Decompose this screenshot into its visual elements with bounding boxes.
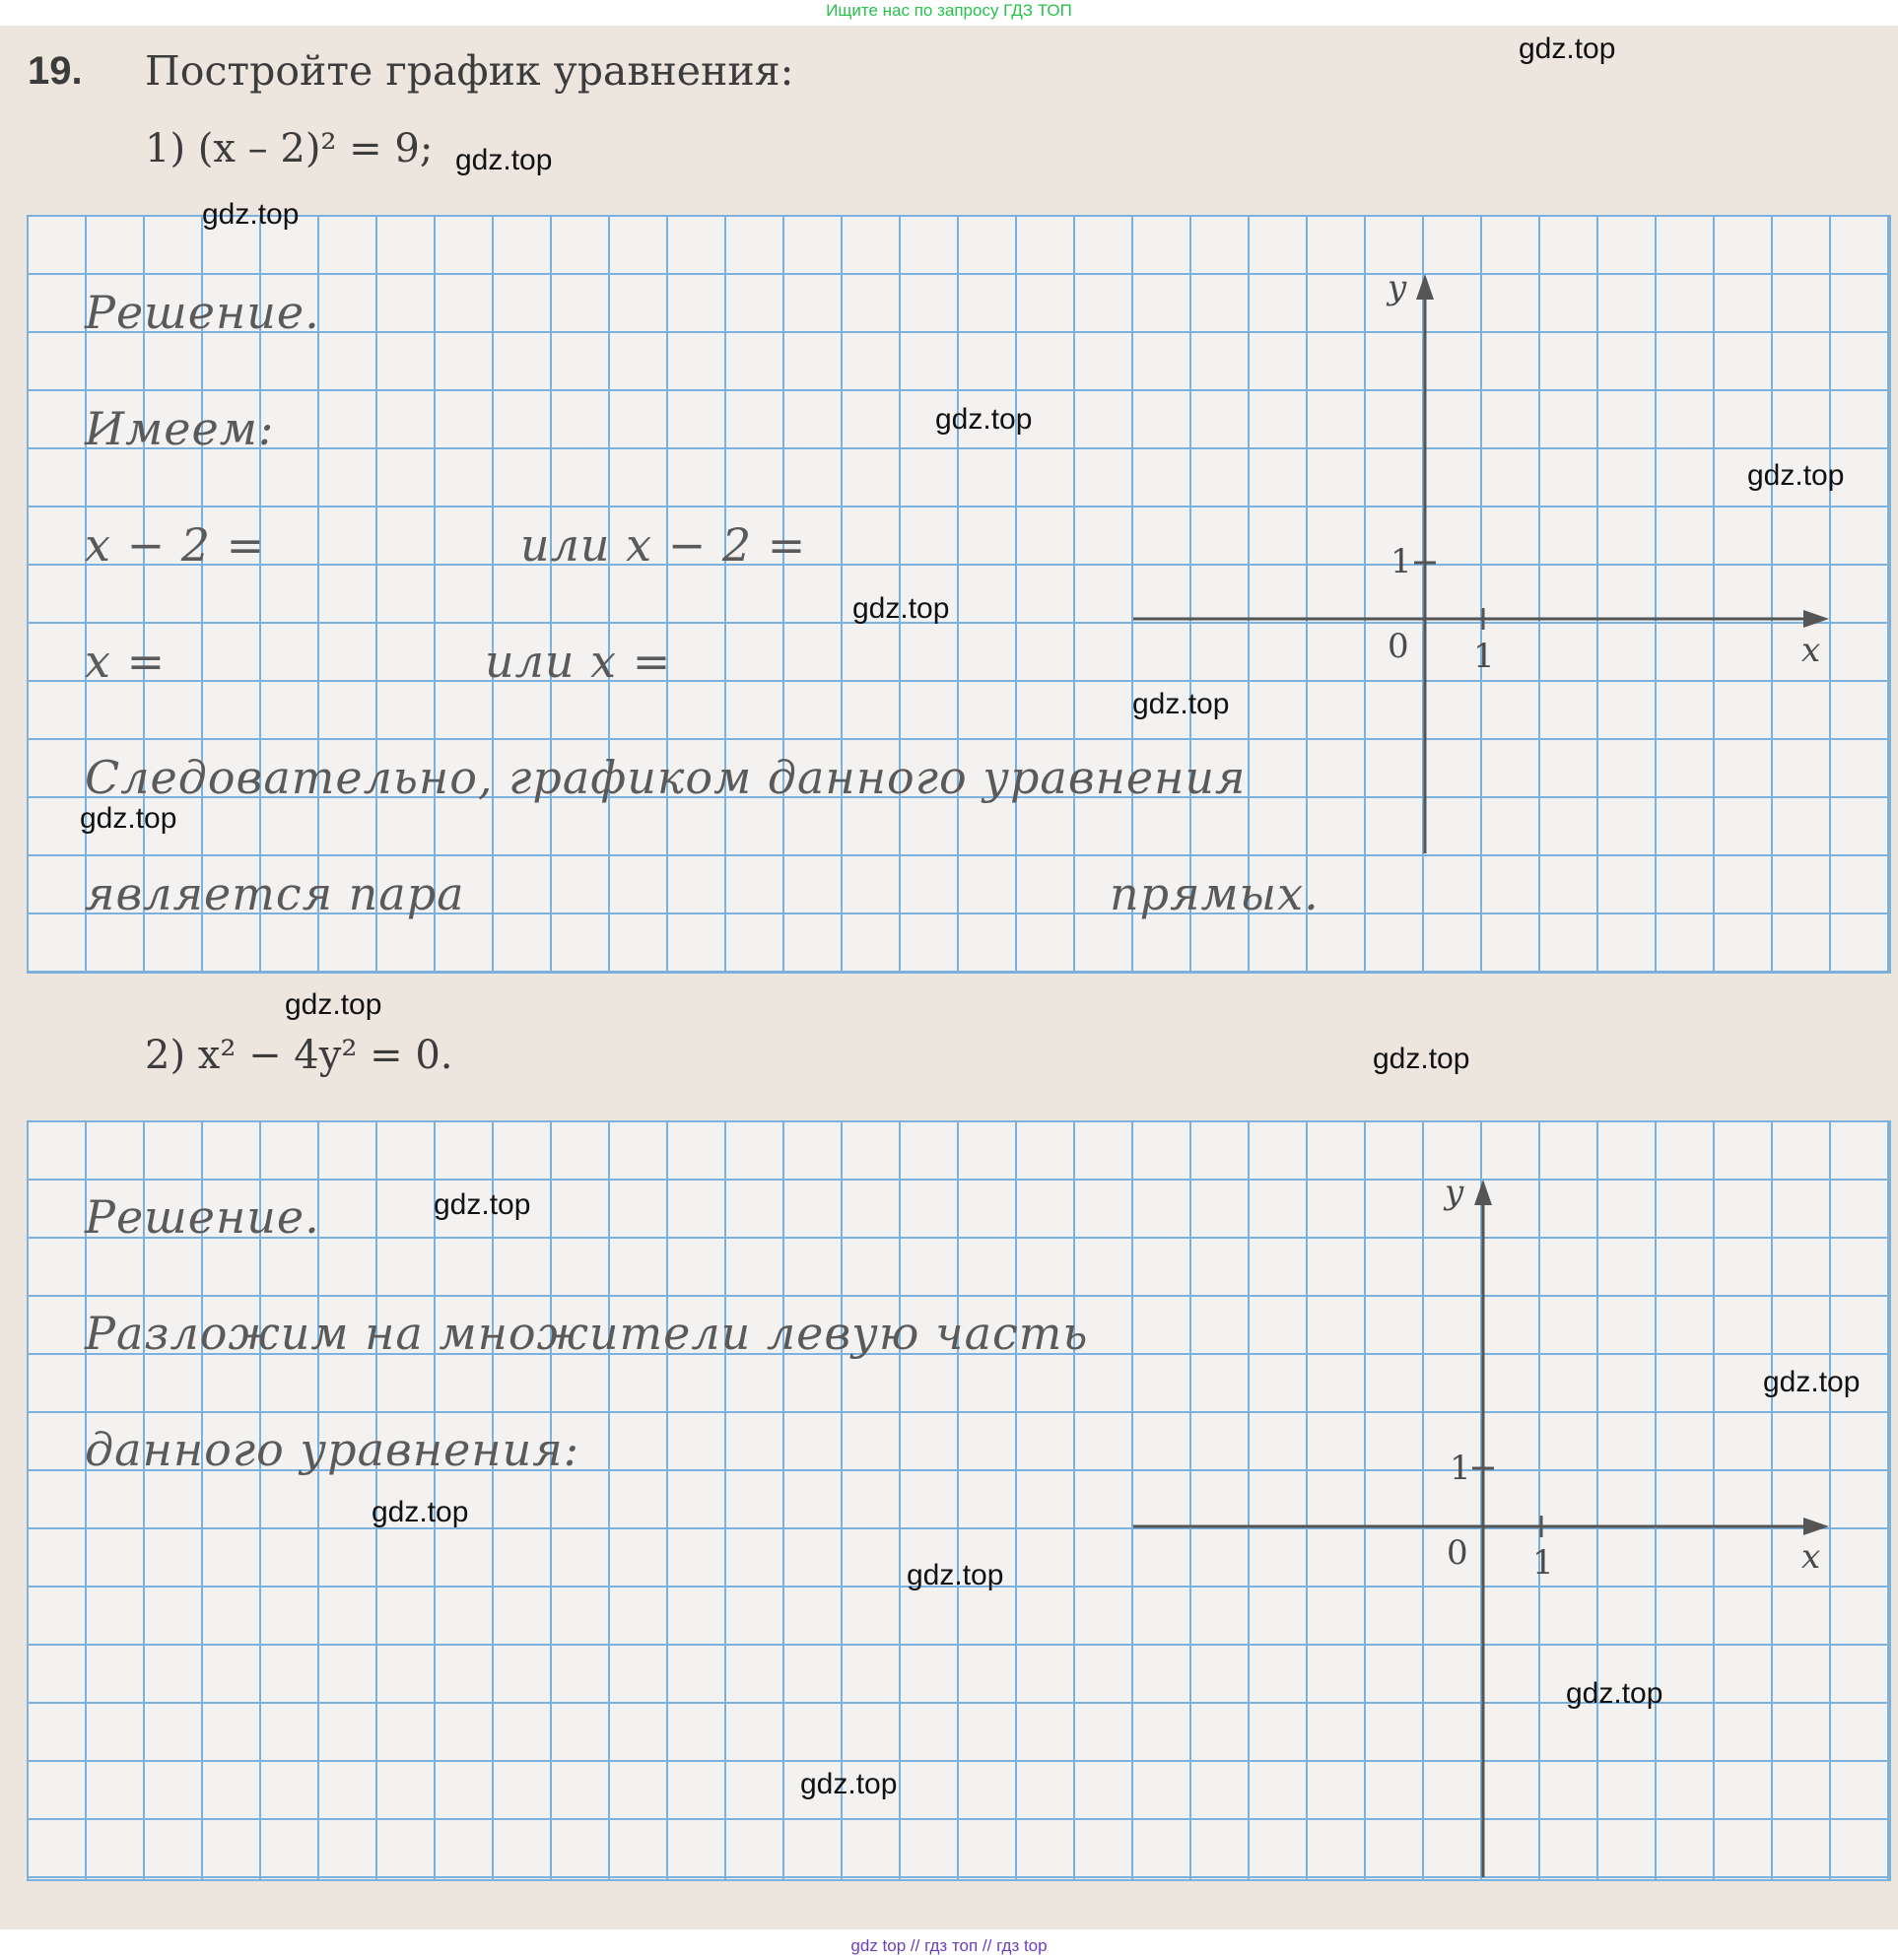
conclusion-line-2-right: прямых. — [1110, 867, 1320, 920]
watermark: gdz.top — [434, 1188, 531, 1221]
subtask-1-label: 1) (x – 2)² = 9; — [145, 126, 434, 171]
watermark: gdz.top — [1763, 1366, 1861, 1398]
x-axis-label-1: x — [1801, 631, 1821, 670]
watermark: gdz.top — [852, 592, 950, 625]
watermark: gdz.top — [80, 802, 177, 835]
y-tick-label-2: 1 — [1450, 1449, 1471, 1488]
watermark: gdz.top — [907, 1559, 1004, 1591]
x-tick-label-2: 1 — [1532, 1543, 1554, 1583]
x-tick-label-1: 1 — [1473, 637, 1495, 676]
watermark: gdz.top — [1132, 688, 1230, 720]
watermark: gdz.top — [202, 198, 300, 231]
watermark: gdz.top — [935, 403, 1033, 436]
equation-2-right: или x = — [485, 635, 672, 688]
watermark: gdz.top — [1566, 1677, 1663, 1710]
factor-line-2: данного уравнения: — [85, 1423, 580, 1476]
watermark: gdz.top — [1519, 33, 1616, 65]
have-label: Имеем: — [85, 402, 275, 455]
watermark: gdz.top — [372, 1496, 469, 1528]
factor-line-1: Разложим на множители левую часть — [85, 1307, 1089, 1360]
task-title: Постройте график уравнения: — [145, 47, 794, 95]
bottom-footer[interactable]: gdz top // гдз топ // гдз top — [0, 1929, 1898, 1960]
watermark: gdz.top — [455, 144, 553, 176]
y-tick-label-1: 1 — [1390, 542, 1412, 581]
solution-heading-1: Решение. — [85, 286, 320, 339]
watermark: gdz.top — [1373, 1043, 1470, 1075]
solution-heading-2: Решение. — [85, 1190, 320, 1244]
conclusion-line-2-left: является пара — [85, 867, 465, 920]
watermark: gdz.top — [285, 988, 382, 1021]
conclusion-line-1: Следовательно, графиком данного уравнения — [85, 751, 1247, 804]
y-axis-label-1: y — [1388, 268, 1407, 307]
x-axis-label-2: x — [1801, 1537, 1821, 1577]
origin-label-2: 0 — [1447, 1533, 1468, 1573]
watermark: gdz.top — [800, 1768, 898, 1800]
task-number: 19. — [28, 49, 83, 93]
equation-1-right: или x − 2 = — [520, 518, 807, 572]
y-axis-label-2: y — [1445, 1173, 1464, 1212]
watermark: gdz.top — [1747, 459, 1845, 492]
top-banner[interactable]: Ищите нас по запросу ГДЗ ТОП — [0, 0, 1898, 26]
equation-1-left: x − 2 = — [85, 518, 266, 572]
subtask-2-label: 2) x² − 4y² = 0. — [145, 1033, 453, 1078]
equation-2-left: x = — [85, 635, 167, 688]
origin-label-1: 0 — [1388, 627, 1409, 666]
